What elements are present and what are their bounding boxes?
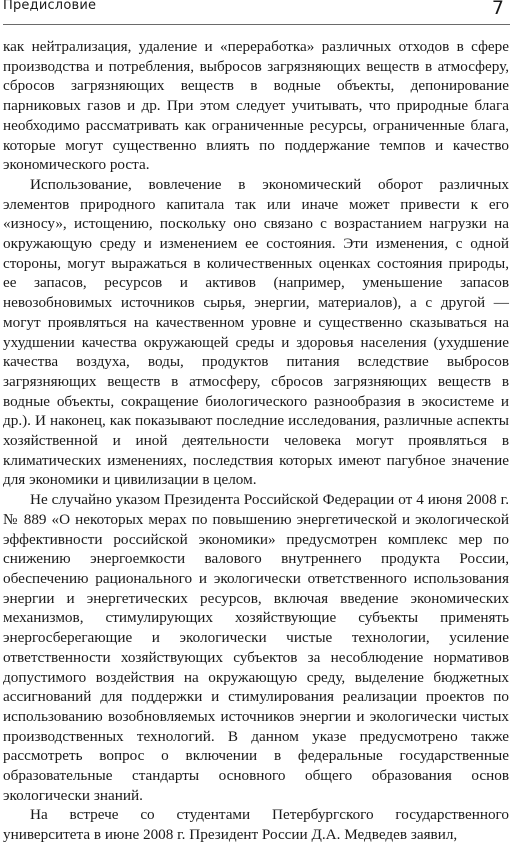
header-rule [3,24,510,25]
paragraph: Использование, вовлечение в экономический оборот различных элементов природного капитала так или иначе может привести к его «износу», истощению, поскольку оно связано с возрастанием нагрузки на окружающую среду и изменением ее состояния. Эти изменения, с одной стороны, могут выражаться в количественных оценках состояния природы, ее запасов, ресурсов и активов (например, уменьшение запасов невозобновимых источников сырья, энергии, материалов), а с другой — могут проявляться на качественном уровне и существенно сказываться на ухудшении качества окружающей среды и здоровья населения (ухудшение качества воздуха, воды, продуктов питания вследствие выбросов загрязняющих веществ в атмосферу, сбросов загрязняющих веществ в водные объекты, сокращение биологического разнообразия в экосистеме и др.). И наконец, как показывают последние исследования, различные аспекты хозяйственной и иной деятельности человека могут проявляться в климатических изменениях, последствия которых имеют пагубное значение для экономики и цивилизации в целом. [3,175,509,489]
paragraph: На встрече со студентами Петербургского государственного университета в июне 2008 г. Президент России Д.А. Медведев заявил, [3,806,509,844]
page-number: 7 [491,0,504,19]
running-title: Предисловие [3,0,97,13]
paragraph-continued: как нейтрализация, удаление и «переработка» различных отходов в сфере производства и потребления, выбросов загрязняющих веществ в атмосферу, сбросов загрязняющих веществ в водные объекты, депонирование парниковых газов и др. При этом следует учитывать, что природные блага необходимо рассматривать как ограниченные ресурсы, ограниченные блага, которые могут существенно влиять по поддержание темпов и качество экономического роста. [3,38,509,174]
paragraph: Не случайно указом Президента Российской Федерации от 4 июня 2008 г. № 889 «О некоторых мерах по повышению энергетической и экологической эффективности российской экономики» предусмотрен комплекс мер по снижению энергоемкости валового внутреннего продукта России, обеспечению рационального и экологически ответственного использования энергии и энергетических ресурсов, включая введение экономических механизмов, стимулирующих хозяйствующие субъекты применять энергосберегающие и экологически чистые технологии, усиление ответственности хозяйствующих субъектов за несоблюдение нормативов допустимого воздействия на окружающую среду, выделение бюджетных ассигнований для поддержки и стимулирования реализации проектов по использованию возобновляемых источников энергии и экологически чистых производственных технологий. В данном указе предусмотрено также рассмотреть вопрос о включении в федеральные государственные образовательные стандарты основного общего образования основ экологически знаний. [3,491,509,804]
body-text [3,37,509,845]
